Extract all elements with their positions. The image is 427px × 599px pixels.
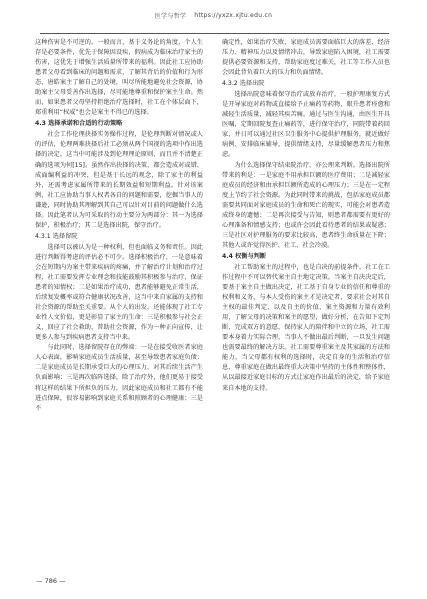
page-number: — 786 —: [36, 577, 66, 585]
left-column: [35, 38, 203, 414]
right-column: [222, 38, 390, 394]
journal-url: https://yxzx.xjtu.edu.cn: [194, 11, 273, 19]
section-heading-4-4: 4.4 权衡与判断: [222, 252, 267, 260]
paragraph: 与此同时，选择留院存在的弊端：一是在接受收医者家庭人心表面，影响家庭成员生活质量，甚至导致患者家庭负债；二是家庭成员是长期承受巨大的心理压力，对其后续生活产生负面影响；三是再次临阵选择，除了治疗外，他们更易于接受将这样的结果下所担负的压力，因此家庭成员和社工都有不能进点保障，很容易影响到家庭关系和照顾者的心理健康；三是不: [35, 344, 203, 412]
running-header: [0, 0, 427, 30]
paragraph: 确定性，如果治疗失败，家庭成员需要面临巨大的落差、经济压力、精神压力以及情绪冲击，导致家庭陷入困境，社工需要提供必要资源和支持，帮助家庭度过难关，社工等工作人员也会因此背负着巨大的压力和负面情绪。: [222, 39, 390, 77]
paragraph: 社会工作伦理抉择实务操作过程，是伦理判断对情况或人的评估，伦理两难抉择后社工必须从两个国视的选项中作出选择的决定。这当中可能涉及到伦理理论原则，而且并不清楚正确的选项为何[15]。虽然作出抉择的决策，都会造成对或错、成面编利益的冲突，但是基于长远的观念，除了家主的利益外，还需考虑家属所带来的长期效益和短期利益。针对该案例，社工应协助当事人权者各自的问题和需要，挖掘当事人的谦逊，同时协助其理解到其自己可以针对目前的问题做什么选择。因此笔者认为可采取的行动主要分为两部分：其一为选择保护，积极治疗；其二是选择出院，保守治疗。: [35, 131, 203, 229]
section-heading-4-3-1: 4.3.1 选择留院: [35, 232, 78, 240]
section-heading-4-3-2: 4.3.2 选择出院: [222, 80, 265, 88]
header-divider: [40, 33, 389, 34]
paragraph: 选择可以被认为是一种权利，但也面临义务和责任。因此进行判断得考虑的评估必不可少。选择积极治疗，一是意味着会在短期内为案主带来疾病的疼痛，并了解治疗计划和治疗过程，社工需要发挥专业理念和技能鼓励其积极参与治疗，保证患者的知情权；二是如果治疗成功，患者能够避免正常生活，后续复发概率或符合健康状况改善，这当中来自家属的支持和社会资源的帮助至关重要。从个人的出发，还能体现了社工专业性人文价值，更是彰显了家主的生命：三是积极参与社会正义，回应了社会救助、普助社会资源，作为一种正向宣传，让更多人参与到疾病患者支持当中来。: [35, 243, 203, 342]
paragraph: 这种伤害是不可逆的。一般而言，基于义务论的角度，个人生存是必要条件，优先于保障因设疾，假病成为临床治疗家主的伤害，这优先于增强生活质量所带来的福利。因此社工应协助患者父母看到临床的问题和需求，了解其背后的价值和行为形态，唐皓案主了解自己的处境，叫尽所能地避免社会资源，协助案主父母妥善作出选择，尽可能地尊重和保护案主生命。然而，如果患者父母坚持拒绝治疗选择时，社工在个体层面下，郑重利用“权威”也会是案主不得已的选择。: [35, 39, 203, 117]
paragraph: 社工帮助案主的过程中，也是自决的前提条件。社工在工作过程中不可以替代案主自主地定决策。当案主自决决定后，要基于案主自主做出决定，社工基于自身专业的信任和尊重的权利和义务，与本人受伤的案主才是决定者，要求社会对其自主权的最佳判定，以及自主的价值，案主资源和力量有效利用，了解父母的决策和案主的愿望，做好分析，在告知下定判断，完成双方的意愿，保持家人的陪伴和中立的立场，社工需要本身着力实际合理，当事人不做出最后判断，一旦发生问题也需要最终的解决方法。社工需要尊重案主及其家属的方法和能力，当父母都有权利的选择时，决定自身的生活和治疗信息，尊重家庭在做出最终重大决策中坚持的主体性和整体性，从以最接近家庭目标的方式让家庭作出最后的决定，给予家庭来自本地的支持。: [222, 263, 390, 392]
paragraph: 为什么选择保守结束院治疗，亦公理来判断。选择出院所带来的利是：一是家庭不用承担巨额的医疗费用；二是减轻家庭成员的经济和由承担巨额所造成的心理压力；三是在一定程度上节约了社会资源。为此同时带来的挑战，包括家庭成员都需要共同面对家庭成员的生命和死亡的现实，可能会对患者造成终身的遗憾；二是再次接受与告知，则患者都需要有更好的心理准备和情感支持；也或许会因此看待患者的结果或疑惑；三是社区对护理服务的要求比较高，患者终生命质量在下降；其他人或许觉得医护、社工、社会冷漠。: [222, 161, 390, 249]
paragraph: 选择出院意味着保守治疗或放弃治疗，一般护理康复方式是开导家庭对药物或直接给予止痛药等药物，眼升患者痊愈和减轻生活质量，减轻其疾苦痛。通过与医生沟通，由医生开具医嘱，定期回院复查止痛药等，进行保守治疗，同院带着药回家，并日可以通过社区卫生服务中心提供护理服务，就近做好病例、安排临床辅导，提供情绪支持，尽量缓解患者压力和焦虑。: [222, 91, 390, 159]
section-heading-4-3: 4.3 选择承诺和合适的行动策略: [35, 120, 123, 128]
journal-name: 医学与哲学: [154, 12, 187, 20]
